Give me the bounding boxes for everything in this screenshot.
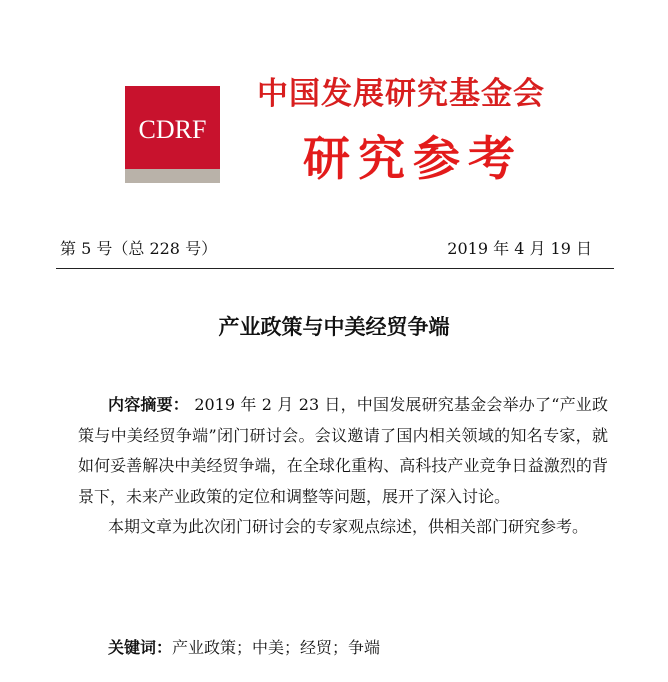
abstract-paragraph-2	[78, 512, 608, 543]
keywords	[108, 634, 380, 662]
keywords-value: 产业政策；中美；经贸；争端	[172, 638, 381, 657]
abstract-paragraph-1	[78, 390, 608, 512]
organization-name: 中国发展研究基金会	[257, 76, 545, 112]
logo-band	[125, 169, 220, 183]
header-divider	[56, 268, 614, 269]
publication-title: 研究参考	[303, 132, 523, 187]
logo-text: CDRF	[138, 115, 207, 144]
abstract-label: 内容摘要：	[108, 395, 190, 414]
abstract	[78, 390, 608, 543]
cdrf-logo	[125, 86, 220, 183]
article-title: 产业政策与中美经贸争端	[218, 315, 450, 339]
issue-date: 2019 年 4 月 19 日	[447, 239, 592, 258]
issue-number: 第 5 号（总 228 号）	[60, 239, 218, 258]
keywords-label: 关键词：	[108, 638, 173, 657]
abstract-text-1: 2019 年 2 月 23 日，中国发展研究基金会举办了“产业政策与中美经贸争端”闭门研讨会。会议邀请了国内相关领域的知名专家，就如何妥善解决中美经贸争端，在全球化重构、高科技产业竞争日益激烈的背景下，未来产业政策的定位和调整等问题，展开了深入讨论。	[78, 395, 608, 506]
abstract-text-2: 本期文章为此次闭门研讨会的专家观点综述，供相关部门研究参考。	[108, 517, 589, 536]
